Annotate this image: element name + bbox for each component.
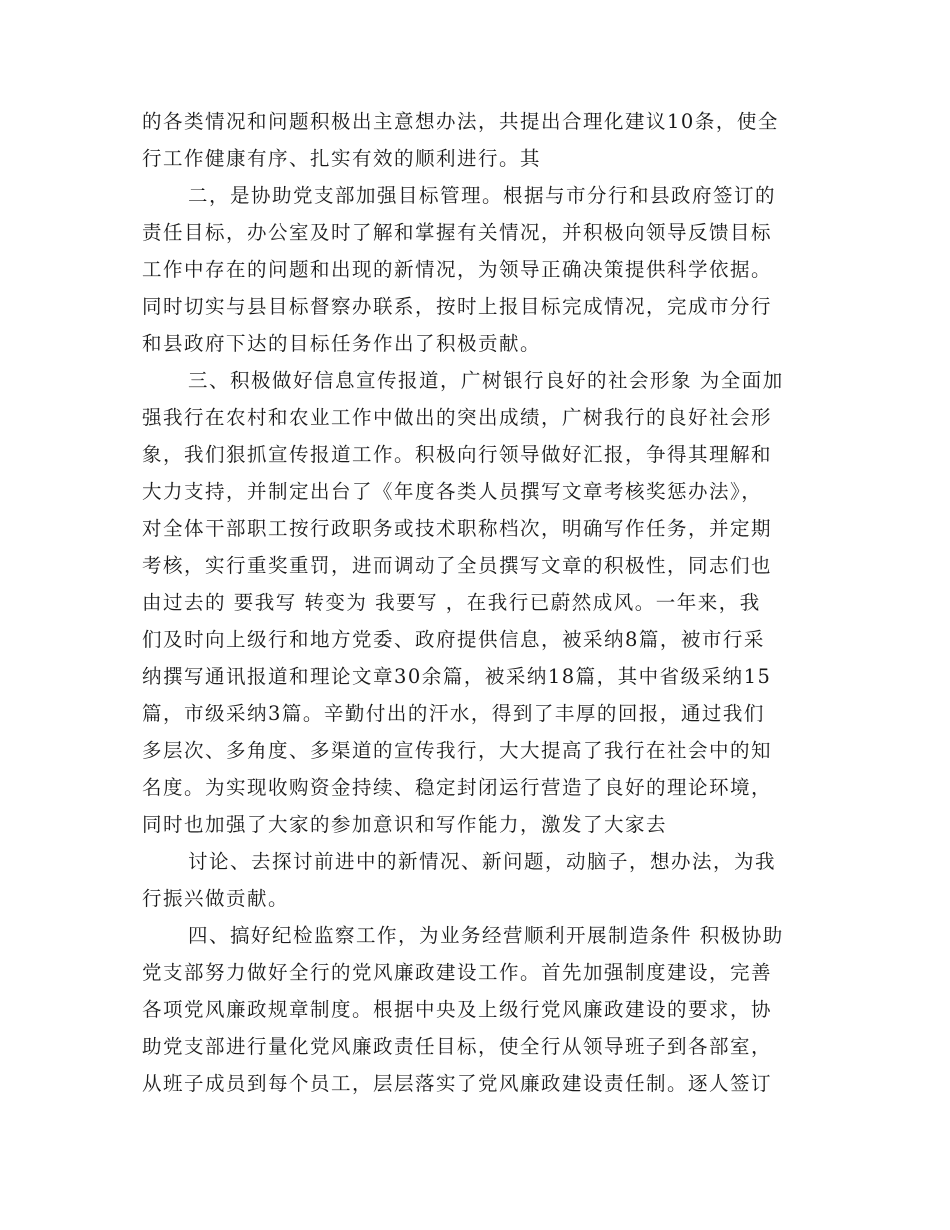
- text-line: 行振兴做贡献。: [142, 887, 290, 910]
- text-line: 的各类情况和问题积极出主意想办法，共提出合理化建议10条，使全: [142, 110, 779, 133]
- text-line: 象，我们狠抓宣传报道工作。积极向行领导做好汇报，争得其理解和: [142, 443, 773, 466]
- text-line: 行工作健康有序、扎实有效的顺利进行。其: [142, 147, 542, 170]
- text-line: 工作中存在的问题和出现的新情况，为领导正确决策提供科学依据。: [142, 258, 773, 281]
- text-line: 考核，实行重奖重罚，进而调动了全员撰写文章的积极性，同志们也: [142, 554, 773, 577]
- document-body: [142, 103, 802, 1102]
- text-line: 四、搞好纪检监察工作，为业务经营顺利开展制造条件 积极协助: [188, 924, 784, 947]
- text-line: 三、积极做好信息宣传报道，广树银行良好的社会形象 为全面加: [188, 369, 784, 392]
- text-line: 同时切实与县目标督察办联系，按时上报目标完成情况，完成市分行: [142, 295, 773, 318]
- text-line: 多层次、多角度、多渠道的宣传我行，大大提高了我行在社会中的知: [142, 739, 773, 762]
- text-line: 责任目标，办公室及时了解和掌握有关情况，并积极向领导反馈目标: [142, 221, 773, 244]
- text-line: 名度。为实现收购资金持续、稳定封闭运行营造了良好的理论环境，: [142, 776, 773, 799]
- text-line: 强我行在农村和农业工作中做出的突出成绩，广树我行的良好社会形: [142, 406, 773, 429]
- text-line: 助党支部进行量化党风廉政责任目标，使全行从领导班子到各部室，: [142, 1035, 773, 1058]
- text-line: 讨论、去探讨前进中的新情况、新问题，动脑子，想办法，为我: [188, 850, 777, 873]
- text-line: 党支部努力做好全行的党风廉政建设工作。首先加强制度建设，完善: [142, 961, 773, 984]
- text-line: 从班子成员到每个员工，层层落实了党风廉政建设责任制。逐人签订: [142, 1072, 773, 1095]
- text-line: 们及时向上级行和地方党委、政府提供信息，被采纳8篇，被市行采: [142, 628, 765, 651]
- text-line: 由过去的 要我写 转变为 我要写 ，在我行已蔚然成风。一年来，我: [142, 591, 761, 614]
- text-line: 二，是协助党支部加强目标管理。根据与市分行和县政府签订的: [188, 184, 777, 207]
- text-line: 同时也加强了大家的参加意识和写作能力，激发了大家去: [142, 813, 668, 836]
- text-line: 篇，市级采纳3篇。辛勤付出的汗水，得到了丰厚的回报，通过我们: [142, 702, 765, 725]
- text-line: 对全体干部职工按行政职务或技术职称档次，明确写作任务，并定期: [142, 517, 773, 540]
- text-line: 大力支持，并制定出台了《年度各类人员撰写文章考核奖惩办法》，: [142, 480, 763, 503]
- text-line: 纳撰写通讯报道和理论文章30余篇，被采纳18篇，其中省级采纳15: [142, 665, 772, 688]
- text-line: 各项党风廉政规章制度。根据中央及上级行党风廉政建设的要求，协: [142, 998, 773, 1021]
- text-line: 和县政府下达的目标任务作出了积极贡献。: [142, 332, 542, 355]
